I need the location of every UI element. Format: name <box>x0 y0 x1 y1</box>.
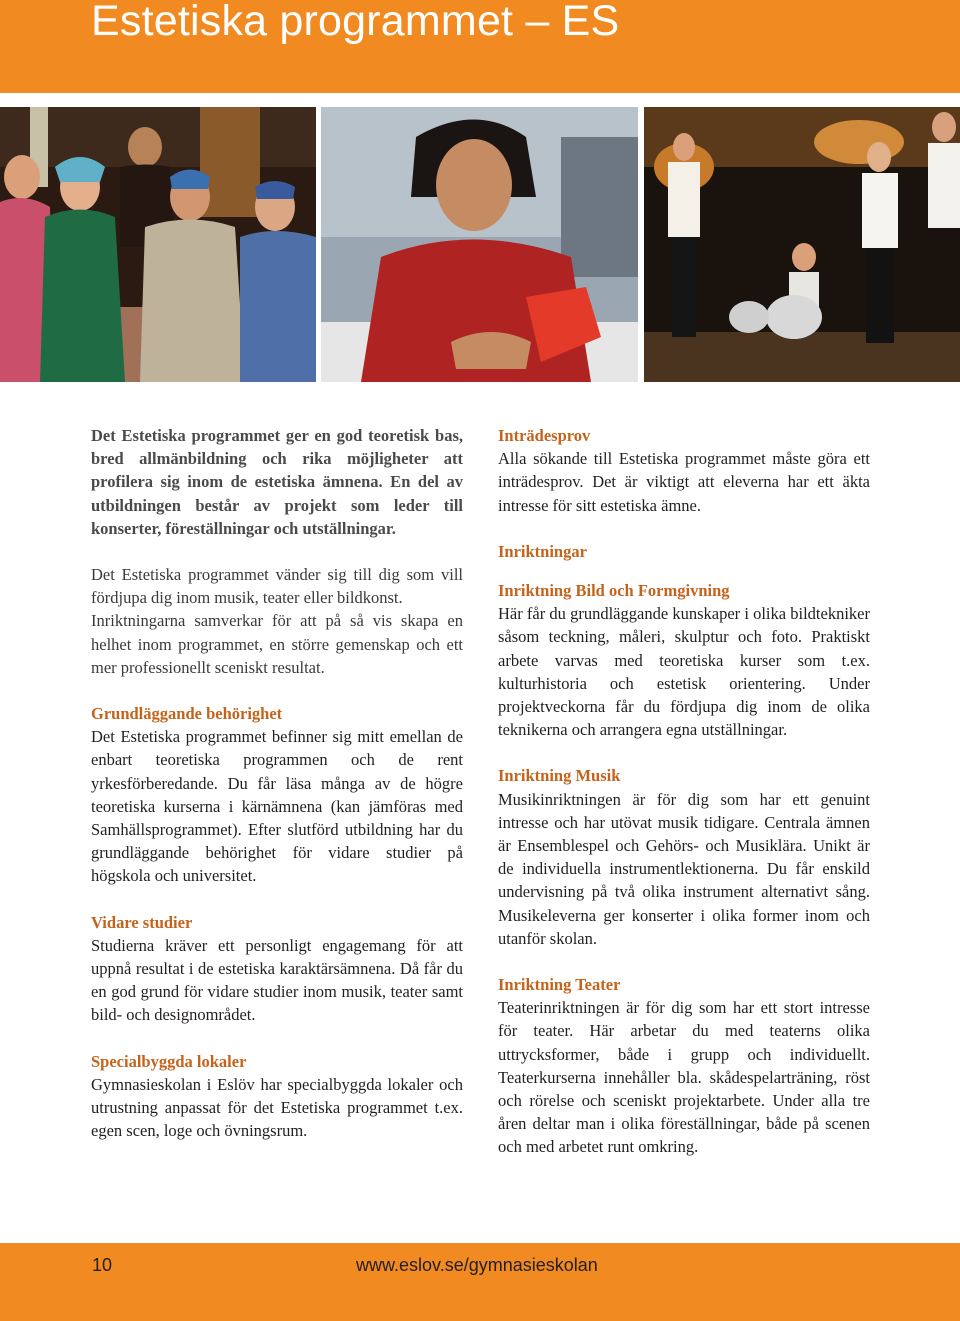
lokaler-heading: Specialbyggda lokaler <box>91 1051 247 1071</box>
vidare-studier-heading: Vidare studier <box>91 912 193 932</box>
footer-bar <box>0 1243 960 1321</box>
left-column <box>91 424 463 1142</box>
page-title: Estetiska programmet – ES <box>91 0 620 45</box>
lead-paragraph-1: Det Estetiska programmet vänder sig till dig som vill fördjupa dig inom musik, teater eller bildkonst. <box>91 565 463 608</box>
behorighet-text: Det Estetiska programmet befinner sig mitt emellan de enbart teoretiska programmen och de rent yrkesförberedande. Du får läsa många av de högre teoretiska kurserna i kärnämnena (kan jämföras med Samhällsprogrammet). Efter slutförd utbildning har du grundläggande behörighet för vidare studier på högskola och universitet. <box>91 727 463 886</box>
intradesprov-heading: Inträdesprov <box>498 426 591 445</box>
musik-heading: Inriktning Musik <box>498 766 621 786</box>
header-bar <box>0 0 960 93</box>
vidare-studier-text: Studierna kräver ett personligt engagemang för att uppnå resultat i de estetiska karaktärsämnena. Då får du en god grund för vidare studier inom musik, teater samt bild- och designområdet. <box>91 935 463 1025</box>
teater-heading: Inriktning Teater <box>498 975 621 995</box>
intro-paragraph: Det Estetiska programmet ger en god teoretisk bas, bred allmänbildning och rika möjligheter att profilera sig inom de estetiska ämnena. En del av utbildningen består av projekt som leder till konserter, föreställningar och utställningar. <box>91 426 463 538</box>
page-number: 10 <box>92 1255 113 1275</box>
theatre-cast-photo <box>0 107 316 382</box>
band-on-stage-photo <box>644 107 960 382</box>
behorighet-heading: Grundläggande behörighet <box>91 704 283 724</box>
bild-text: Här får du grundläggande kunskaper i olika bildtekniker såsom teckning, måleri, skulptur och foto. Praktiskt arbete varvas med teoretiska kurser som t.ex. kulturhistoria och estetisk orientering. Under projektveckorna får du fördjupa dig inom de olika teknikerna och arrangera egna utställningar. <box>498 604 870 740</box>
lokaler-text: Gymnasieskolan i Eslöv har specialbyggda lokaler och utrustning anpassat för det Estetiska programmet t.ex. egen scen, loge och övningsrum. <box>91 1074 463 1141</box>
bild-heading: Inriktning Bild och Formgivning <box>498 581 730 601</box>
right-column <box>498 424 870 1159</box>
musik-text: Musikinriktningen är för dig som har ett genuint intresse och har utövat musik tidigare. Centrala ämnen är Ensemblespel och Gehörs- och Musiklära. Unikt är de individuella instrumentlektionerna. Du får enskild undervisning på två olika instrument alternativt sång. Musikeleverna ger konserter i olika former inom och utanför skolan. <box>498 789 870 948</box>
website-url: www.eslov.se/gymnasieskolan <box>356 1255 598 1275</box>
teater-text: Teaterinriktningen är för dig som har ett stort intresse för teater. Här arbetar du med teaterns olika uttrycksformer, både i grupp och individuellt. Teaterkurserna innehåller bla. skådespelarträning, röst och rörelse och sceniskt projektarbete. Under alla tre åren deltar man i olika föreställningar, både på scenen och med arbetet runt omkring. <box>498 998 870 1157</box>
student-crafting-photo <box>321 107 638 382</box>
intradesprov-text: Alla sökande till Estetiska programmet måste göra ett inträdesprov. Det är viktigt att eleverna har ett äkta intresse för sitt estetiska ämne. <box>498 449 870 515</box>
lead-paragraph-2: Inriktningarna samverkar för att på så vis skapa en helhet inom programmet, en större gemenskap och ett mer professionellt sceniskt resultat. <box>91 611 463 677</box>
inriktningar-heading: Inriktningar <box>498 541 587 561</box>
